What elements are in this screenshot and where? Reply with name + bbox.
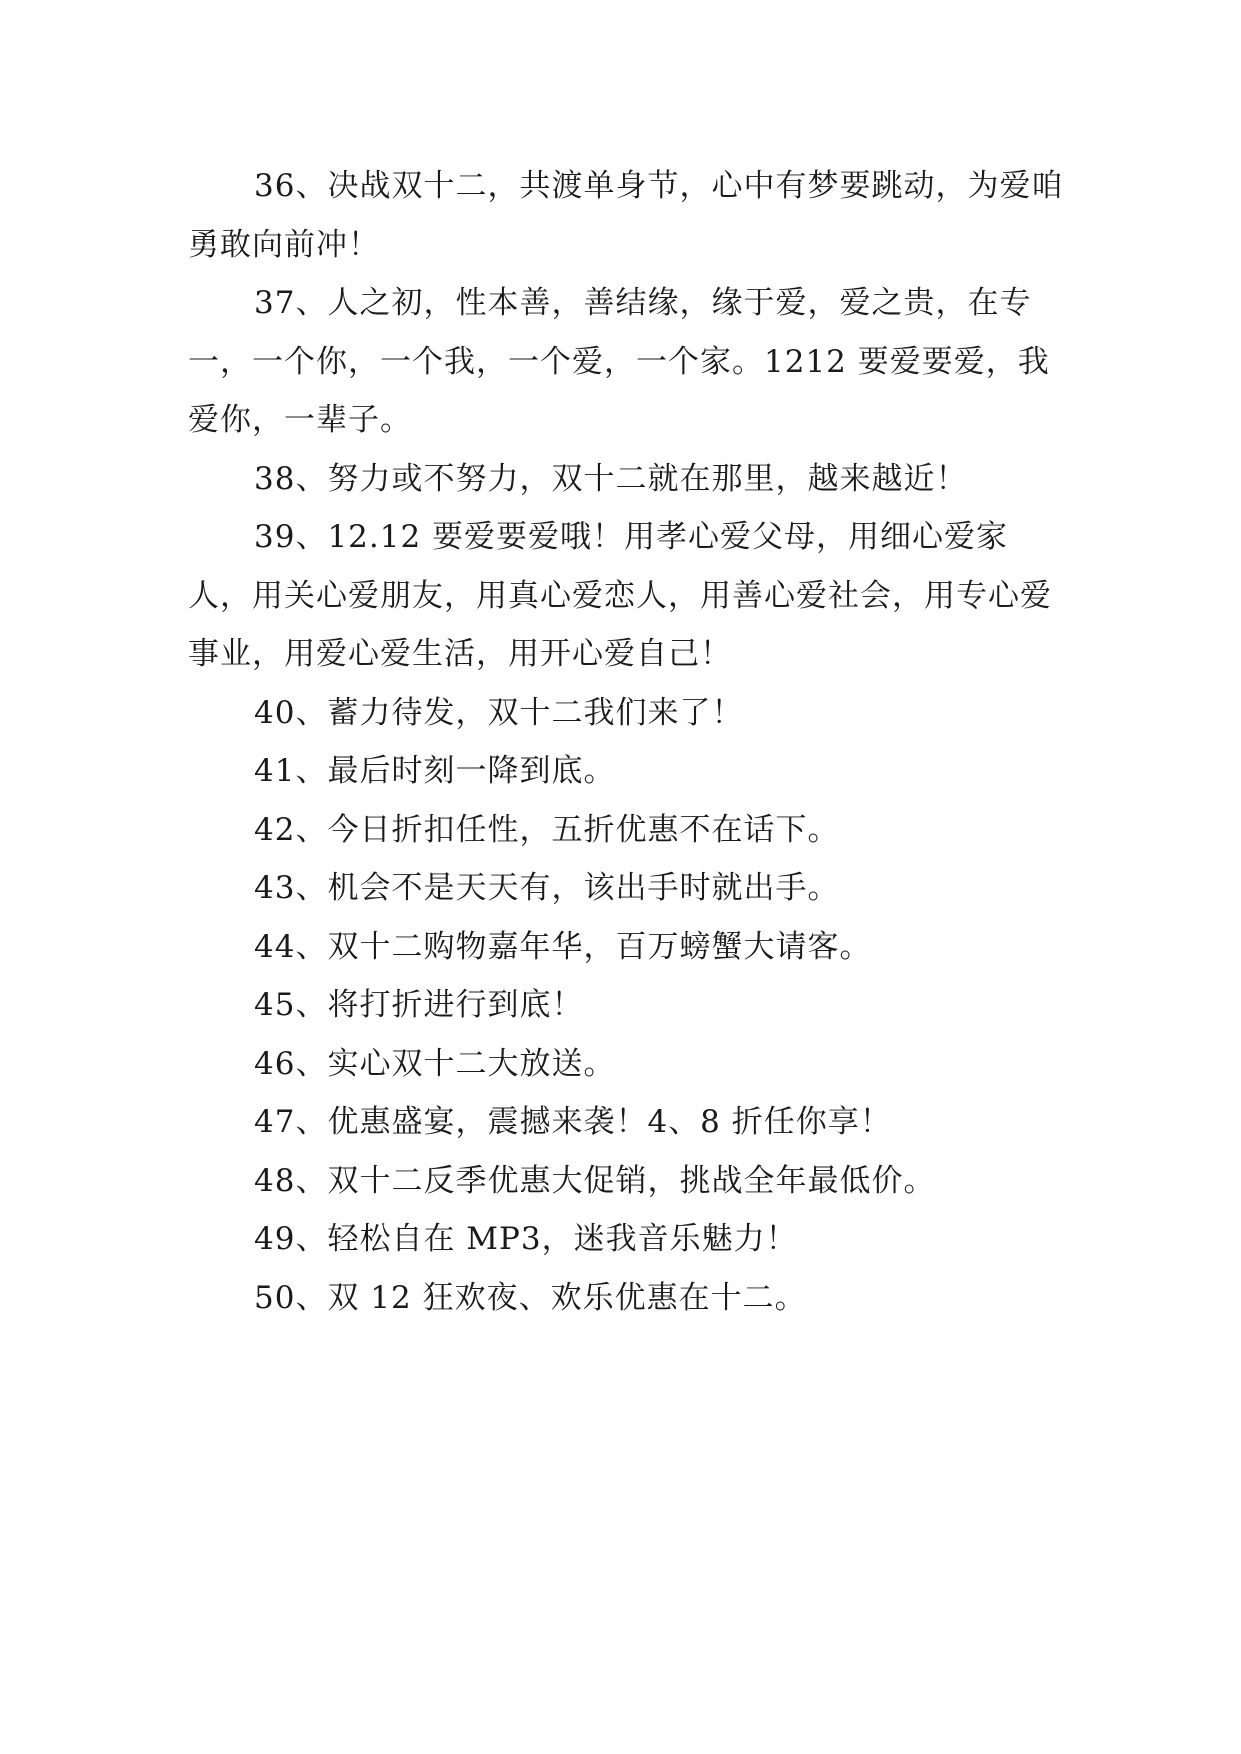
list-item: 39、12.12 要爱要爱哦！用孝心爱父母，用细心爱家人，用关心爱朋友，用真心爱恋人，用善心爱社会，用专心爱事业，用爱心爱生活，用开心爱自己！ [188,519,1052,672]
list-item: 42、今日折扣任性，五折优惠不在话下。 [254,811,840,848]
list-item: 46、实心双十二大放送。 [254,1045,616,1082]
list-item: 45、将打折进行到底！ [254,987,584,1023]
list-item: 48、双十二反季优惠大促销，挑战全年最低价。 [254,1162,936,1199]
list-item: 37、人之初，性本善，善结缘，缘于爱，爱之贵，在专一，一个你，一个我，一个爱，一个家。1212 要爱要爱，我爱你，一辈子。 [188,285,1050,438]
list-item: 50、双 12 狂欢夜、欢乐优惠在十二。 [254,1279,807,1316]
list-item: 36、决战双十二，共渡单身节，心中有梦要跳动，为爱咱勇敢向前冲！ [188,168,1064,263]
list-item: 41、最后时刻一降到底。 [254,753,616,789]
list-item: 40、蓄力待发，双十二我们来了！ [254,694,744,731]
document-body [188,157,1068,1327]
list-item: 49、轻松自在 MP3，迷我音乐魅力！ [254,1221,798,1257]
list-item: 44、双十二购物嘉年华，百万螃蟹大请客。 [254,928,872,965]
list-item: 38、努力或不努力，双十二就在那里，越来越近！ [254,460,968,497]
list-item: 43、机会不是天天有，该出手时就出手。 [254,870,840,906]
list-item: 47、优惠盛宴，震撼来袭！4、8 折任你享！ [254,1104,892,1140]
